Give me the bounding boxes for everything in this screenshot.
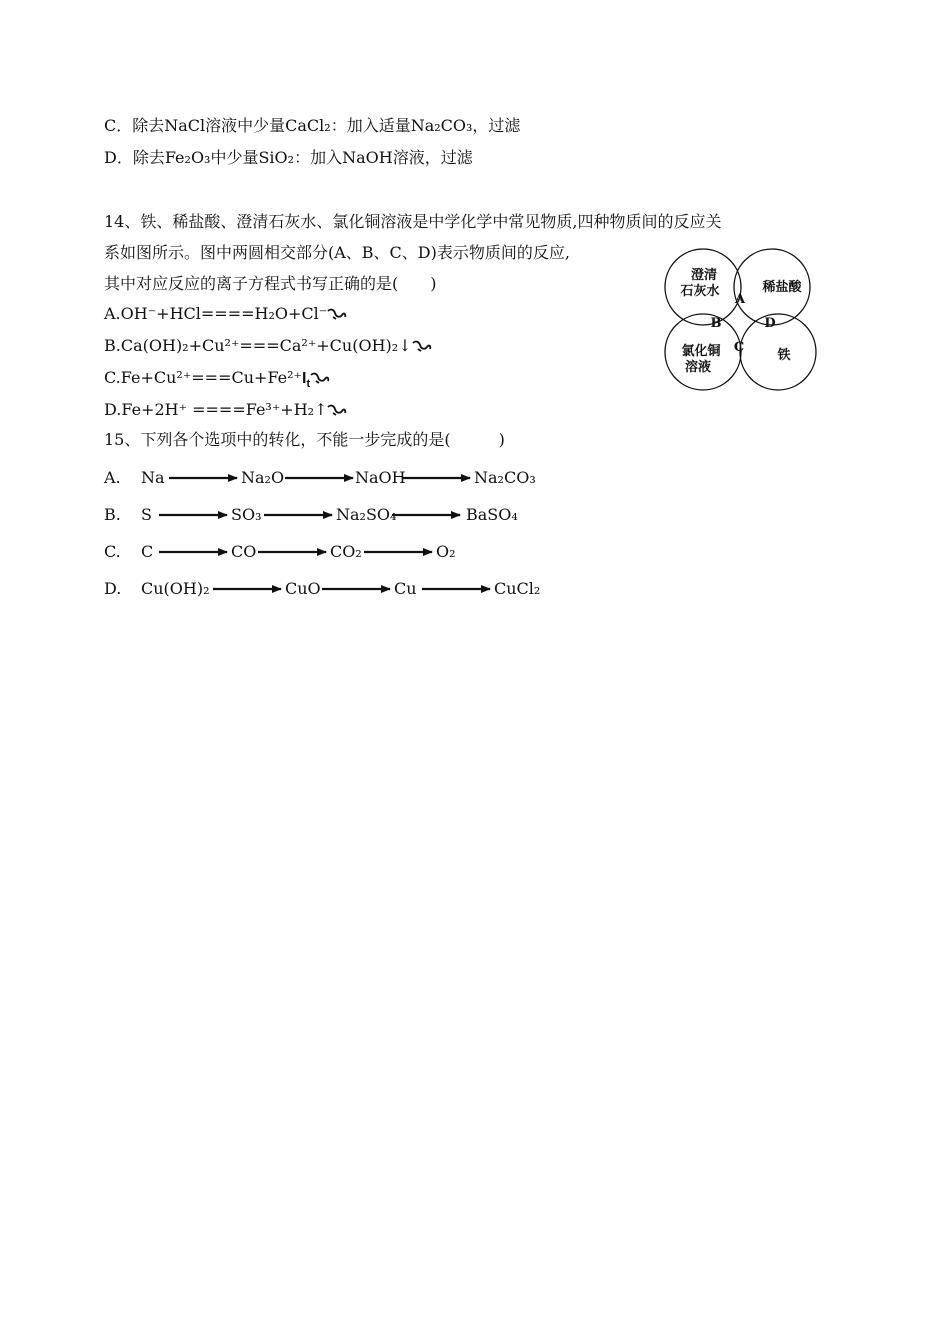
curl-mark-icon <box>412 336 432 358</box>
q15-substance: BaSO₄ <box>466 505 518 524</box>
q15-substance: C <box>141 542 154 561</box>
reaction-arrow-icon <box>211 581 283 597</box>
curl-mark-icon <box>327 400 347 422</box>
q15-option-letter: D. <box>104 579 122 598</box>
q14-option-a-text: A.OH⁻+HCl====H₂O+Cl⁻ <box>104 304 328 323</box>
reaction-arrow-icon <box>283 470 355 486</box>
venn-label-c: C <box>733 340 745 355</box>
curl-mark-icon <box>327 304 347 326</box>
q15-substance: SO₃ <box>231 505 262 524</box>
venn-label-cucl2-1: 氯化铜 <box>681 344 721 359</box>
q13-option-c: C．除去NaCl溶液中少量CaCl₂：加入适量Na₂CO₃，过滤 <box>104 116 521 135</box>
q15-stem: 15、下列各个选项中的转化，不能一步完成的是( ) <box>104 430 505 449</box>
venn-label-b: B <box>710 316 722 331</box>
venn-label-limewater-1: 澄清 <box>690 268 718 283</box>
q15-substance: Na₂SO₄ <box>336 505 397 524</box>
venn-label-d: D <box>764 316 776 331</box>
q14-option-b <box>104 335 432 358</box>
q15-substance: CO <box>231 542 257 561</box>
q14-option-b-text: B.Ca(OH)₂+Cu²⁺===Ca²⁺+Cu(OH)₂↓ <box>104 336 412 355</box>
q15-substance: CuCl₂ <box>494 579 541 598</box>
reaction-arrow-icon <box>362 544 434 560</box>
q15-substance: Na <box>141 468 165 487</box>
q15-substance: Cu <box>394 579 417 598</box>
q15-option-letter: B. <box>104 505 121 524</box>
q14-option-c-mark-sub: t <box>306 378 311 391</box>
reaction-arrow-icon <box>320 581 392 597</box>
q14-option-d <box>104 399 347 422</box>
q14-stem-line-3: 其中对应反应的离子方程式书写正确的是( ) <box>104 274 437 293</box>
q14-option-c <box>104 367 330 395</box>
reaction-arrow-icon <box>256 544 328 560</box>
q15-substance: CuO <box>285 579 321 598</box>
venn-label-limewater-2: 石灰水 <box>680 284 720 299</box>
q15-substance: Cu(OH)₂ <box>141 579 210 598</box>
curl-mark-icon <box>310 368 330 390</box>
q14-option-d-text: D.Fe+2H⁺ ====Fe³⁺+H₂↑ <box>104 400 328 419</box>
reaction-arrow-icon <box>167 470 239 486</box>
venn-diagram <box>660 247 822 395</box>
reaction-arrow-icon <box>262 507 334 523</box>
q15-substance: O₂ <box>436 542 456 561</box>
q14-option-c-text: C.Fe+Cu²⁺===Cu+Fe²⁺ <box>104 368 302 387</box>
q14-option-a <box>104 303 347 326</box>
q15-substance: S <box>141 505 152 524</box>
q15-option-letter: C. <box>104 542 121 561</box>
q15-substance: NaOH <box>355 468 406 487</box>
reaction-arrow-icon <box>157 544 229 560</box>
reaction-arrow-icon <box>390 507 462 523</box>
q15-substance: Na₂O <box>241 468 285 487</box>
q13-option-d: D．除去Fe₂O₃中少量SiO₂：加入NaOH溶液，过滤 <box>104 148 473 167</box>
q15-substance: Na₂CO₃ <box>474 468 536 487</box>
q14-option-c-mark: I <box>302 370 307 387</box>
venn-label-iron: 铁 <box>777 348 791 363</box>
venn-label-hcl: 稀盐酸 <box>762 280 802 295</box>
q14-stem-line-1: 14、铁、稀盐酸、澄清石灰水、氯化铜溶液是中学化学中常见物质,四种物质间的反应关 <box>104 212 722 231</box>
reaction-arrow-icon <box>157 507 229 523</box>
reaction-arrow-icon <box>420 581 492 597</box>
q15-option-letter: A. <box>104 468 121 487</box>
reaction-arrow-icon <box>400 470 472 486</box>
q14-stem-line-2: 系如图所示。图中两圆相交部分(A、B、C、D)表示物质间的反应, <box>104 243 570 262</box>
q15-substance: CO₂ <box>330 542 362 561</box>
venn-label-a: A <box>734 292 746 307</box>
venn-label-cucl2-2: 溶液 <box>684 360 712 375</box>
